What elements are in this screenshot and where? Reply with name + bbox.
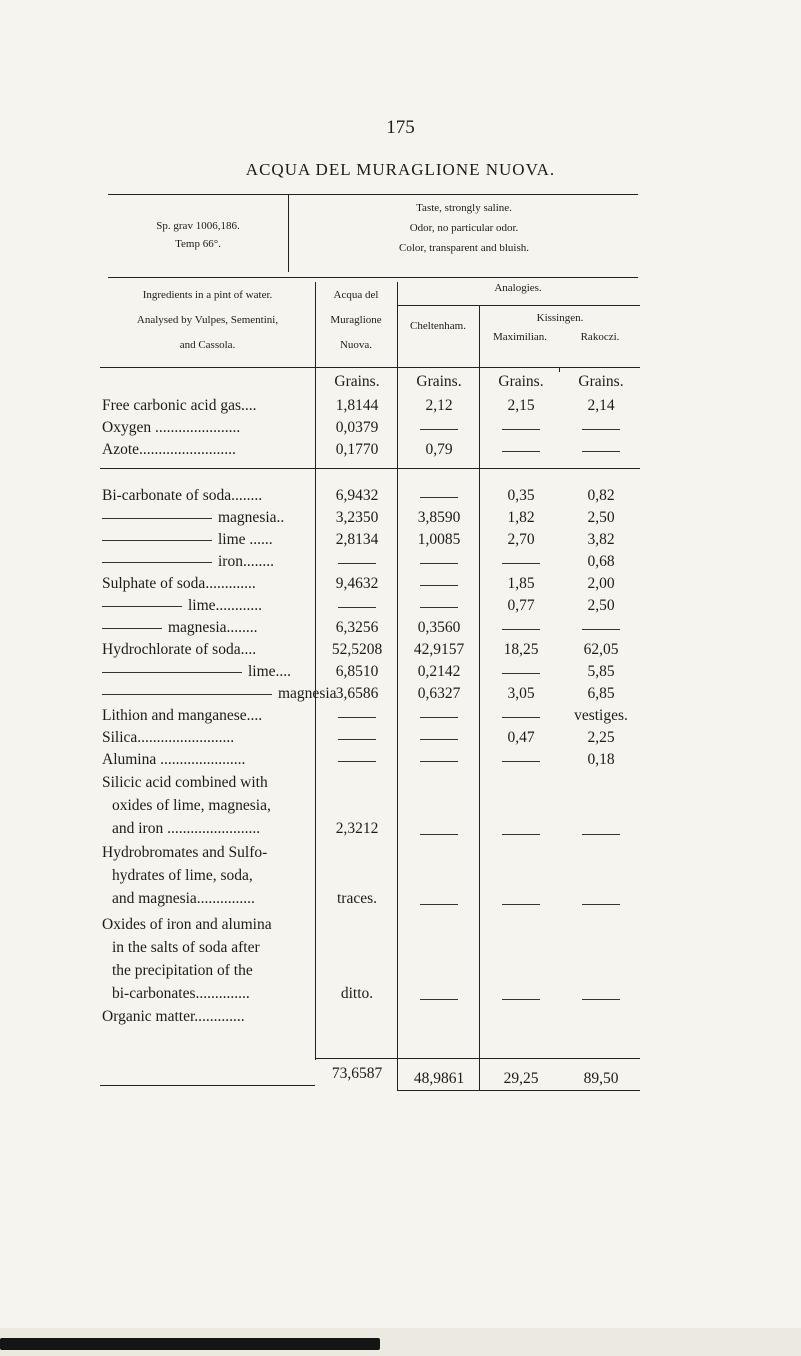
empty-cell-dash	[338, 717, 376, 718]
cell-value: 2,3212	[335, 820, 379, 837]
empty-cell-dash	[338, 739, 376, 740]
row-label	[102, 441, 236, 459]
cell-value: 3,82	[587, 531, 615, 548]
empty-cell-dash	[502, 834, 540, 835]
row-label-text: Oxygen ......................	[102, 419, 241, 436]
cell-value: 0,68	[587, 553, 615, 570]
empty-cell-dash	[582, 629, 620, 630]
ditto-rule	[102, 518, 212, 519]
header-acqua-line2: Muraglione	[330, 314, 382, 326]
row-label-text: Alumina ......................	[102, 751, 246, 768]
cell-value: 2,25	[587, 729, 615, 746]
empty-cell-dash	[338, 607, 376, 608]
header-ingredients-line1: Ingredients in a pint of water.	[142, 289, 273, 301]
row-label	[102, 553, 274, 571]
cell-value: 1,82	[507, 509, 535, 526]
empty-cell-dash	[420, 761, 458, 762]
row-label	[102, 597, 262, 615]
cell-value: 1,0085	[417, 531, 461, 548]
row-label-line: Silicic acid combined with	[102, 774, 268, 791]
scan-edge-bar	[0, 1338, 380, 1350]
empty-cell-dash	[502, 563, 540, 564]
total-cheltenham: 48,9861	[413, 1070, 465, 1087]
cell-value: 0,1770	[335, 441, 379, 458]
header-acqua-line3: Nuova.	[339, 339, 373, 351]
cell-value: 6,9432	[335, 487, 379, 504]
row-label	[102, 751, 245, 769]
cell-value: 1,85	[507, 575, 535, 592]
row-label-text: Hydrochlorate of soda....	[102, 641, 257, 658]
empty-cell-dash	[582, 451, 620, 452]
row-label-text: lime....	[248, 663, 292, 680]
row-label-text: lime ......	[218, 531, 273, 548]
ditto-rule	[102, 694, 272, 695]
header-rakoczi: Rakoczi.	[580, 331, 620, 343]
row-label-text: Azote.........................	[102, 441, 236, 458]
row-label-line: and magnesia...............	[112, 890, 255, 907]
row-label	[102, 509, 284, 527]
row-label-line: and iron ........................	[112, 820, 261, 837]
odor-note: Odor, no particular odor.	[409, 222, 519, 234]
cell-value: 3,6586	[335, 685, 379, 702]
empty-cell-dash	[420, 739, 458, 740]
ditto-rule	[102, 672, 242, 673]
cell-value: 2,00	[587, 575, 615, 592]
row-label-text: magnesia........	[168, 619, 258, 636]
row-label-text: lime............	[188, 597, 263, 614]
cell-value: 42,9157	[413, 641, 465, 658]
header-kissingen: Kissingen.	[536, 312, 584, 324]
unit-acqua: Grains.	[334, 373, 380, 390]
cell-value: 2,70	[507, 531, 535, 548]
cell-value: 1,8144	[335, 397, 379, 414]
cell-value: 2,50	[587, 597, 615, 614]
row-label	[102, 663, 291, 681]
row-label	[102, 487, 262, 505]
cell-value: 3,05	[507, 685, 535, 702]
row-label-text: Bi-carbonate of soda........	[102, 487, 263, 504]
cell-value: 0,6327	[417, 685, 461, 702]
total-maximilian: 29,25	[503, 1070, 539, 1087]
empty-cell-dash	[420, 999, 458, 1000]
row-label: Organic matter.............	[102, 1008, 245, 1025]
cell-value: 0,77	[507, 597, 535, 614]
cell-value: 5,85	[587, 663, 615, 680]
empty-cell-dash	[420, 563, 458, 564]
unit-rakoczi: Grains.	[578, 373, 624, 390]
header-maximilian: Maximilian.	[492, 331, 548, 343]
cell-value: vestiges.	[574, 707, 628, 724]
header-acqua-line1: Acqua del	[333, 289, 379, 301]
cell-value: ditto.	[340, 985, 374, 1002]
cell-value: 0,35	[507, 487, 535, 504]
row-label-text: iron........	[218, 553, 274, 570]
row-label	[102, 641, 256, 659]
cell-value: 6,8510	[335, 663, 379, 680]
temperature: Temp 66°.	[175, 238, 221, 250]
row-label-text: Lithion and manganese....	[102, 707, 263, 724]
empty-cell-dash	[502, 904, 540, 905]
taste-note: Taste, strongly saline.	[416, 202, 512, 214]
row-label-line: Hydrobromates and Sulfo-	[102, 844, 268, 861]
row-label	[102, 419, 240, 437]
row-label	[102, 619, 258, 637]
empty-cell-dash	[420, 607, 458, 608]
cell-value: 3,2350	[335, 509, 379, 526]
header-ingredients-line2: Analysed by Vulpes, Sementini,	[136, 314, 279, 326]
row-label-text: Sulphate of soda.............	[102, 575, 256, 592]
cell-value: 0,18	[587, 751, 615, 768]
cell-value: 0,3560	[417, 619, 461, 636]
empty-cell-dash	[502, 999, 540, 1000]
empty-cell-dash	[582, 999, 620, 1000]
ditto-rule	[102, 562, 212, 563]
header-analogies: Analogies.	[494, 282, 542, 294]
ditto-rule	[102, 606, 182, 607]
unit-cheltenham: Grains.	[416, 373, 462, 390]
row-label	[102, 531, 273, 549]
specific-gravity: Sp. grav 1006,186.	[156, 220, 240, 232]
cell-value: traces.	[336, 890, 377, 907]
empty-cell-dash	[502, 761, 540, 762]
empty-cell-dash	[582, 904, 620, 905]
row-label	[102, 575, 256, 593]
unit-maximilian: Grains.	[498, 373, 544, 390]
empty-cell-dash	[502, 717, 540, 718]
row-label-line: hydrates of lime, soda,	[112, 867, 253, 884]
empty-cell-dash	[338, 761, 376, 762]
empty-cell-dash	[420, 429, 458, 430]
empty-cell-dash	[420, 585, 458, 586]
page-title: ACQUA DEL MURAGLIONE NUOVA.	[245, 160, 556, 179]
cell-value: 2,50	[587, 509, 615, 526]
page-number: 175	[386, 117, 415, 138]
row-label-line: bi-carbonates..............	[112, 985, 250, 1002]
row-label-line: the precipitation of the	[112, 962, 253, 979]
ditto-rule	[102, 628, 162, 629]
total-rakoczi: 89,50	[583, 1070, 619, 1087]
empty-cell-dash	[582, 429, 620, 430]
cell-value: 0,79	[425, 441, 453, 458]
cell-value: 9,4632	[335, 575, 379, 592]
cell-value: 18,25	[503, 641, 539, 658]
cell-value: 0,47	[507, 729, 535, 746]
total-acqua: 73,6587	[331, 1065, 383, 1082]
cell-value: 6,85	[587, 685, 615, 702]
color-note: Color, transparent and bluish.	[398, 242, 529, 254]
empty-cell-dash	[502, 429, 540, 430]
row-label-line: in the salts of soda after	[112, 939, 260, 956]
empty-cell-dash	[420, 497, 458, 498]
empty-cell-dash	[502, 673, 540, 674]
cell-value: 6,3256	[335, 619, 379, 636]
row-label	[102, 729, 234, 747]
row-label-text: magnesia	[278, 685, 337, 702]
cell-value: 0,0379	[335, 419, 379, 436]
empty-cell-dash	[420, 904, 458, 905]
row-label	[102, 685, 337, 703]
cell-value: 0,2142	[417, 663, 461, 680]
row-label-line: oxides of lime, magnesia,	[112, 797, 271, 814]
header-cheltenham: Cheltenham.	[410, 320, 466, 332]
row-label-text: Free carbonic acid gas....	[102, 397, 257, 414]
cell-value: 3,8590	[417, 509, 461, 526]
cell-value: 0,82	[587, 487, 615, 504]
cell-value: 52,5208	[331, 641, 383, 658]
row-label-line: Oxides of iron and alumina	[102, 916, 272, 933]
empty-cell-dash	[582, 834, 620, 835]
header-ingredients-line3: and Cassola.	[179, 339, 236, 351]
ditto-rule	[102, 540, 212, 541]
empty-cell-dash	[502, 451, 540, 452]
row-label	[102, 397, 257, 415]
empty-cell-dash	[338, 563, 376, 564]
cell-value: 62,05	[583, 641, 619, 658]
empty-cell-dash	[502, 629, 540, 630]
empty-cell-dash	[420, 717, 458, 718]
cell-value: 2,14	[587, 397, 615, 414]
row-label-text: magnesia..	[218, 509, 285, 526]
cell-value: 2,15	[507, 397, 535, 414]
cell-value: 2,8134	[335, 531, 379, 548]
row-label-text: Silica.........................	[102, 729, 235, 746]
row-label	[102, 707, 262, 725]
empty-cell-dash	[420, 834, 458, 835]
cell-value: 2,12	[425, 397, 453, 414]
